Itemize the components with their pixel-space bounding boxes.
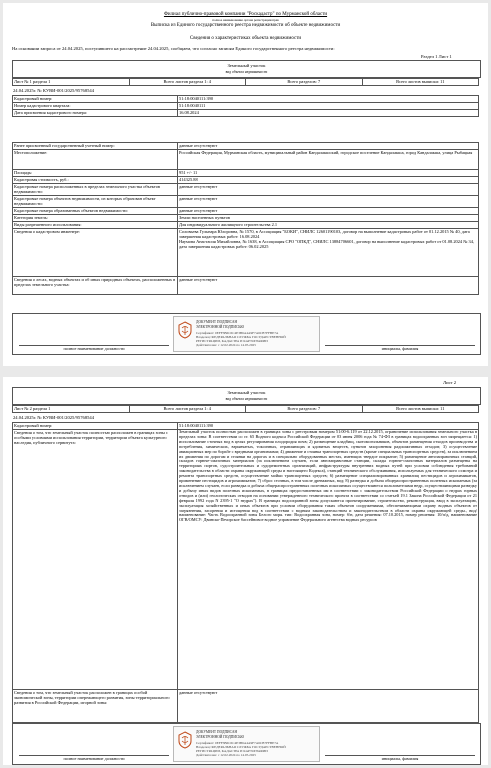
row-value: данные отсутствуют	[178, 196, 479, 208]
stamp-line: Сертификат: 0EFF5B6C6C4E3B6A4A9F7A6CB7FFBE7A	[196, 331, 279, 335]
row-value: Российская Федерация, Мурманская область, муниципальный район Кандалакшский, городское поселение Кандалакша, город Кандалакша, улица Рыбацкая	[178, 150, 479, 170]
position-caption: полное наименование должности	[63, 756, 125, 761]
section-label: Раздел 1 Лист 1	[421, 54, 452, 59]
id-label: Номер кадастрового квартала:	[13, 103, 178, 110]
position-caption: полное наименование должности	[63, 346, 125, 351]
info-title: Сведения о характеристиках объекта недвижимости	[189, 36, 302, 41]
signature-block	[12, 313, 481, 355]
sheet-cell: Лист № 2 раздела 1	[13, 406, 130, 413]
signature-block	[12, 723, 481, 765]
id-value: 51:18:0040111	[178, 103, 479, 110]
stamp-line: Сертификат: 0EFF5B6C6C4E3B6A4A9F7A6CB7FFBE7A	[196, 741, 279, 745]
doc-number: 24.04.2025г. № КУВИ-001/2025/95768544	[13, 415, 95, 420]
row-label: Виды разрешенного использования:	[13, 222, 178, 229]
extract-page-2	[3, 377, 488, 765]
id-label: Кадастровый номер:	[13, 96, 178, 103]
object-type-caption: вид объекта недвижимости	[225, 397, 268, 401]
sheet-cell: Всего разделов: 7	[246, 79, 363, 86]
sheet-info-table	[12, 405, 479, 413]
stamp-subtitle: ЭЛЕКТРОННОЙ ПОДПИСЬЮ	[196, 735, 245, 739]
sheet-cell: Лист № 1 раздела 1	[13, 79, 130, 86]
row-value: 414325.88	[178, 177, 479, 184]
ids-table	[12, 95, 479, 117]
doc-number: 24.04.2025г. № КУВИ-001/2025/95768544	[13, 88, 95, 93]
sheet-cell: Всего листов раздела 1: 4	[129, 79, 246, 86]
stamp-line: Владелец: ФЕДЕРАЛЬНАЯ СЛУЖБА ГОСУДАРСТВЕННОЙ	[196, 745, 286, 749]
sheet-info-table	[12, 78, 479, 86]
id-label: Дата присвоения кадастрового номера:	[13, 110, 178, 117]
row-value: данные отсутствуют	[178, 184, 479, 196]
row-value: Соловьева Гульнара Юлоровна, № 1570, в Ассоциация "БОКИ", СНИЛС 12601190103, договор на выполнение кадастровых работ от 01.12.2015 № 40, дата завершения кадастровых работ: 16.08.2024 Наумова Анастасия Михайловна, № 1638, в Ассоциация СРО "ОПКД", СНИЛС 13884706601, договор на выполнение кадастровых работ от 01.08.2024 № 34, дата завершения кадастровых работ: 06.02.2025	[178, 229, 479, 277]
row-value: данные отсутствуют	[178, 208, 479, 215]
coat-of-arms-icon	[177, 321, 193, 339]
stamp-line: РЕГИСТРАЦИИ, КАДАСТРА И КАРТОГРАФИИ	[196, 339, 268, 343]
row-label: Кадастровые номера объектов недвижимости, из которых образован объект недвижимости:	[13, 196, 178, 208]
zone-table	[12, 422, 479, 723]
row-label: Кадастровые номера расположенных в пределах земельного участка объектов недвижимости:	[13, 184, 178, 196]
object-type: Земельный участок	[227, 63, 266, 68]
row-label: Категория земель:	[13, 215, 178, 222]
sheet-cell: Всего листов выписки: 11	[362, 406, 479, 413]
row-label: Площадь:	[13, 170, 178, 177]
name-caption: инициалы, фамилия	[381, 346, 419, 351]
row-value: Для индивидуального жилищного строительства 2.1	[178, 222, 479, 229]
row-label: Ранее присвоенный государственный учетный номер:	[13, 143, 178, 150]
row-label: Сведения о кадастровом инженере:	[13, 229, 178, 277]
org-caption: полное наименование органа регистрации прав	[212, 18, 279, 22]
zone-value: Земельный участок полностью расположен в границах зоны с реестровым номером 51:00-6.119 от 22.12.2015, ограничение использования земельного участка в пределах зоны: В соответствии со ст. 65 Водного кодекса Российской Федерации от 03 июня 2006 года № 74-ФЗ в границах водоохранных зон запрещается: 1) использование сточных вод в целях регулирования плодородия почв; 2) размещение кладбищ, скотомогильников, объектов размещения отходов производства и потребления, химических, взрывчатых, токсичных, отравляющих и ядовитых веществ, пунктов захоронения радиоактивных отходов; 3) осуществление авиационных мер по борьбе с вредными организмами; 4) движение и стоянка транспортных средств (кроме специальных транспортных средств), за исключением их движения по дорогам и стоянки на дорогах и в специально оборудованных местах, имеющих твердое покрытие; 5) размещение автозаправочных станций, складов горюче-смазочных материалов (за исключением случаев, если автозаправочные станции, склады горюче-смазочных материалов размещены на территориях портов, судостроительных и судоремонтных организаций, инфраструктуры внутренних водных путей при условии соблюдения требований законодательства в области охраны окружающей среды и настоящего Кодекса), станций технического обслуживания, используемых для технического осмотра и ремонта транспортных средств, осуществление мойки транспортных средств; 6) размещение специализированных хранилищ пестицидов и агрохимикатов, применение пестицидов и агрохимикатов; 7) сброс сточных, в том числе дренажных, вод; 8) разведка и добыча общераспространенных полезных ископаемых (за исключением случаев, если разведка и добыча общераспространенных полезных ископаемых осуществляются пользователями недр, осуществляющими разведку и добычу иных видов полезных ископаемых, в границах предоставленных им в соответствии с законодательством Российской Федерации о недрах горных отводов и (или) геологических отводов на основании утвержденного технического проекта в соответствии со статьей 19.1 Закона Российской Федерации от 21 февраля 1992 года N 2395-1 "О недрах"). В границах водоохранной зоны допускаются проектирование, строительство, реконструкция, ввод в эксплуатацию, эксплуатация хозяйственных и иных объектов при условии оборудования таких объектов сооружениями, обеспечивающими охрану водных объектов от загрязнения, засорения и истощения вод в соответствии с водным законодательством и законодательством в области охраны окружающей среды., вид/наименование: Часть Водоохранной зоны Белого моря. тип: Водоохранная зона, номер: б/н, дата решения: 07.10.2015, номер решения: 10/п/д, наименование ОГВ/ОМСУ: Двинско-Печорское бассейновое водное управление Федерального агентства водных ресурсов	[178, 430, 479, 690]
object-type-caption: вид объекта недвижимости	[225, 70, 268, 74]
row-value: данные отсутствуют	[178, 143, 479, 150]
row-value: данные отсутствуют	[178, 277, 479, 295]
stamp-line: Действителен: с 12.02.2024 по 14.05.2025	[196, 343, 256, 347]
characteristics-table	[12, 142, 479, 295]
econ-zone-label: Сведения о том, что земельный участок расположен в границах особой экономической зоны, территории опережающего развития, зоны территориального развития в Российской Федерации, игорной зоны:	[13, 690, 178, 723]
cad-label: Кадастровый номер:	[13, 423, 178, 430]
row-value: 951 +/- 11	[178, 170, 479, 177]
row-label: Кадастровые номера образованных объектов недвижимости:	[13, 208, 178, 215]
stamp-title: ДОКУМЕНТ ПОДПИСАН	[196, 320, 238, 324]
sheet-cell: Всего листов выписки: 11	[362, 79, 479, 86]
row-value: Земли населенных пунктов	[178, 215, 479, 222]
electronic-signature-stamp	[173, 316, 320, 352]
extract-title: Выписка из Единого государственного реестра недвижимости об объекте недвижимости	[150, 23, 341, 28]
sheet-cell: Всего листов раздела 1: 4	[129, 406, 246, 413]
cad-value: 51:18:0040111:390	[178, 423, 479, 430]
sheet-cell: Всего разделов: 7	[246, 406, 363, 413]
name-caption: инициалы, фамилия	[381, 756, 419, 761]
row-label: Местоположение:	[13, 150, 178, 170]
coat-of-arms-icon	[177, 731, 193, 749]
zone-label: Сведения о том, что земельный участок полностью расположен в границах зоны с особыми условиями использования территории, территории объекта культурного наследия, публичного сервитута:	[13, 430, 178, 690]
request-basis: На основании запроса от 24.04.2025, поступившего на рассмотрение 24.04.2025, сообщаем, что согласно записям Единого государственного реестра недвижимости:	[12, 46, 335, 51]
stamp-title: ДОКУМЕНТ ПОДПИСАН	[196, 730, 238, 734]
stamp-line: Владелец: ФЕДЕРАЛЬНАЯ СЛУЖБА ГОСУДАРСТВЕННОЙ	[196, 335, 286, 339]
sheet-label: Лист 2	[443, 380, 457, 385]
object-type: Земельный участок	[227, 390, 266, 395]
object-type-box	[12, 387, 481, 405]
stamp-line: Действителен: с 12.02.2024 по 14.05.2025	[196, 753, 256, 757]
stamp-line: РЕГИСТРАЦИИ, КАДАСТРА И КАРТОГРАФИИ	[196, 749, 268, 753]
row-label: Сведения о лесах, водных объектах и об иных природных объектах, расположенных в пределах земельного участка:	[13, 277, 178, 295]
id-value: 16.08.2024	[178, 110, 479, 117]
extract-page-1	[3, 3, 488, 366]
row-label: Кадастровая стоимость, руб.:	[13, 177, 178, 184]
id-value: 51:18:0040111:390	[178, 96, 479, 103]
stamp-subtitle: ЭЛЕКТРОННОЙ ПОДПИСЬЮ	[196, 325, 245, 329]
electronic-signature-stamp	[173, 726, 320, 762]
object-type-box	[12, 60, 481, 78]
econ-zone-value: данные отсутствуют	[178, 690, 479, 723]
org-name: Филиал публично-правовой компании "Роскадастр" по Мурманской области	[163, 12, 328, 17]
